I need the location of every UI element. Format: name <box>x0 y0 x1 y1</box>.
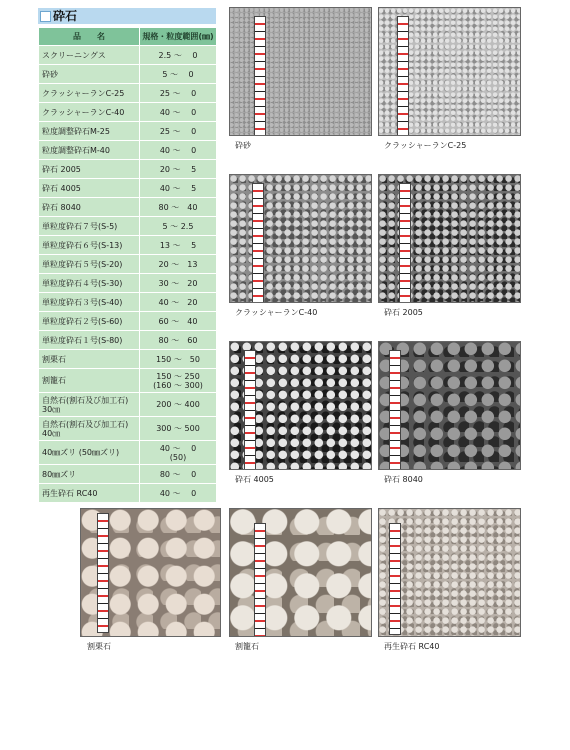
product-name-cell: 単粒度砕石２号(S-60) <box>39 312 140 331</box>
size-range-cell: 25 〜 0 <box>140 84 217 103</box>
caption-saisa: 砕砂 <box>235 141 251 150</box>
ruler-icon <box>97 513 109 633</box>
size-range-cell: 80 〜 0 <box>140 465 217 484</box>
table-row <box>39 417 217 441</box>
header-name: 品 名 <box>39 28 140 46</box>
photo-2005 <box>378 174 521 303</box>
product-name-cell: 再生砕石 RC40 <box>39 484 140 503</box>
product-name-cell: 粒度調整砕石M-25 <box>39 122 140 141</box>
table-row <box>39 331 217 350</box>
ruler-icon <box>254 16 266 136</box>
photo-warikago <box>229 508 372 637</box>
size-range-cell: 300 〜 500 <box>140 417 217 441</box>
size-range-cell: 60 〜 40 <box>140 312 217 331</box>
table-row <box>39 393 217 417</box>
size-range-cell: 40 〜 0 <box>140 103 217 122</box>
product-name-cell: 単粒度砕石６号(S-13) <box>39 236 140 255</box>
table-row <box>39 217 217 236</box>
product-name-cell: 砕石 4005 <box>39 179 140 198</box>
caption-2005: 砕石 2005 <box>384 308 423 317</box>
size-range-cell: 40 〜 0 <box>140 141 217 160</box>
table-row <box>39 65 217 84</box>
product-name-cell: 80㎜ズリ <box>39 465 140 484</box>
photo-8040 <box>378 341 521 470</box>
size-range-cell: 2.5 〜 0 <box>140 46 217 65</box>
product-name-cell: 割栗石 <box>39 350 140 369</box>
product-name-cell: 40㎜ズリ (50㎜ズリ) <box>39 441 140 465</box>
table-row <box>39 46 217 65</box>
product-name-cell: 砕砂 <box>39 65 140 84</box>
spec-table <box>38 27 217 503</box>
product-name-cell: 単粒度砕石４号(S-30) <box>39 274 140 293</box>
photo-wariguri <box>80 508 221 637</box>
table-row <box>39 236 217 255</box>
size-range-cell: 150 〜 50 <box>140 350 217 369</box>
size-range-cell: 5 〜 2.5 <box>140 217 217 236</box>
size-range-cell: 200 〜 400 <box>140 393 217 417</box>
header-range: 規格・粒度範囲(㎜) <box>140 28 217 46</box>
product-name-cell: 砕石 2005 <box>39 160 140 179</box>
product-name-cell: 砕石 8040 <box>39 198 140 217</box>
table-row <box>39 369 217 393</box>
table-row <box>39 441 217 465</box>
photo-saisa <box>229 7 372 136</box>
size-range-cell: 20 〜 5 <box>140 160 217 179</box>
table-row <box>39 293 217 312</box>
caption-c40: クラッシャーランC-40 <box>235 308 318 317</box>
size-range-cell: 40 〜 5 <box>140 179 217 198</box>
table-row <box>39 122 217 141</box>
product-name-cell: 単粒度砕石７号(S-5) <box>39 217 140 236</box>
title-square-icon <box>40 11 51 22</box>
product-name-cell: 単粒度砕石３号(S-40) <box>39 293 140 312</box>
size-range-cell: 80 〜 40 <box>140 198 217 217</box>
photo-c25 <box>378 7 521 136</box>
table-row <box>39 198 217 217</box>
table-header-row <box>39 28 217 46</box>
product-name-cell: 割籠石 <box>39 369 140 393</box>
caption-wariguri: 割栗石 <box>87 642 111 651</box>
photo-rc40 <box>378 508 521 637</box>
size-range-cell: 30 〜 20 <box>140 274 217 293</box>
ruler-icon <box>399 183 411 303</box>
section-title-bar <box>38 8 216 24</box>
table-row <box>39 312 217 331</box>
caption-warikago: 割籠石 <box>235 642 259 651</box>
caption-4005: 砕石 4005 <box>235 475 274 484</box>
table-row <box>39 255 217 274</box>
ruler-icon <box>397 16 409 136</box>
product-name-cell: 粒度調整砕石M-40 <box>39 141 140 160</box>
page-title: 砕石 <box>53 9 78 23</box>
size-range-cell: 13 〜 5 <box>140 236 217 255</box>
product-name-cell: 自然石(割石及び加工石) 30㎝ <box>39 393 140 417</box>
size-range-cell: 80 〜 60 <box>140 331 217 350</box>
product-name-cell: クラッシャーランC-40 <box>39 103 140 122</box>
product-name-cell: 単粒度砕石１号(S-80) <box>39 331 140 350</box>
size-range-cell: 5 〜 0 <box>140 65 217 84</box>
ruler-icon <box>254 523 266 637</box>
caption-8040: 砕石 8040 <box>384 475 423 484</box>
size-range-cell: 20 〜 13 <box>140 255 217 274</box>
ruler-icon <box>252 183 264 303</box>
size-range-cell: 40 〜 20 <box>140 293 217 312</box>
product-name-cell: 自然石(割石及び加工石) 40㎝ <box>39 417 140 441</box>
caption-c25: クラッシャーランC-25 <box>384 141 467 150</box>
table-row <box>39 274 217 293</box>
table-row <box>39 160 217 179</box>
ruler-icon <box>389 350 401 470</box>
photo-c40 <box>229 174 372 303</box>
table-row <box>39 103 217 122</box>
caption-rc40: 再生砕石 RC40 <box>384 642 440 651</box>
product-name-cell: スクリーニングス <box>39 46 140 65</box>
size-range-cell: 40 〜 0 (50) <box>140 441 217 465</box>
size-range-cell: 25 〜 0 <box>140 122 217 141</box>
ruler-icon <box>244 350 256 470</box>
product-name-cell: クラッシャーランC-25 <box>39 84 140 103</box>
table-row <box>39 484 217 503</box>
product-name-cell: 単粒度砕石５号(S-20) <box>39 255 140 274</box>
table-row <box>39 141 217 160</box>
table-row <box>39 350 217 369</box>
size-range-cell: 150 〜 250 (160 〜 300) <box>140 369 217 393</box>
size-range-cell: 40 〜 0 <box>140 484 217 503</box>
table-row <box>39 84 217 103</box>
table-row <box>39 179 217 198</box>
photo-4005 <box>229 341 372 470</box>
table-row <box>39 465 217 484</box>
ruler-icon <box>389 523 401 635</box>
